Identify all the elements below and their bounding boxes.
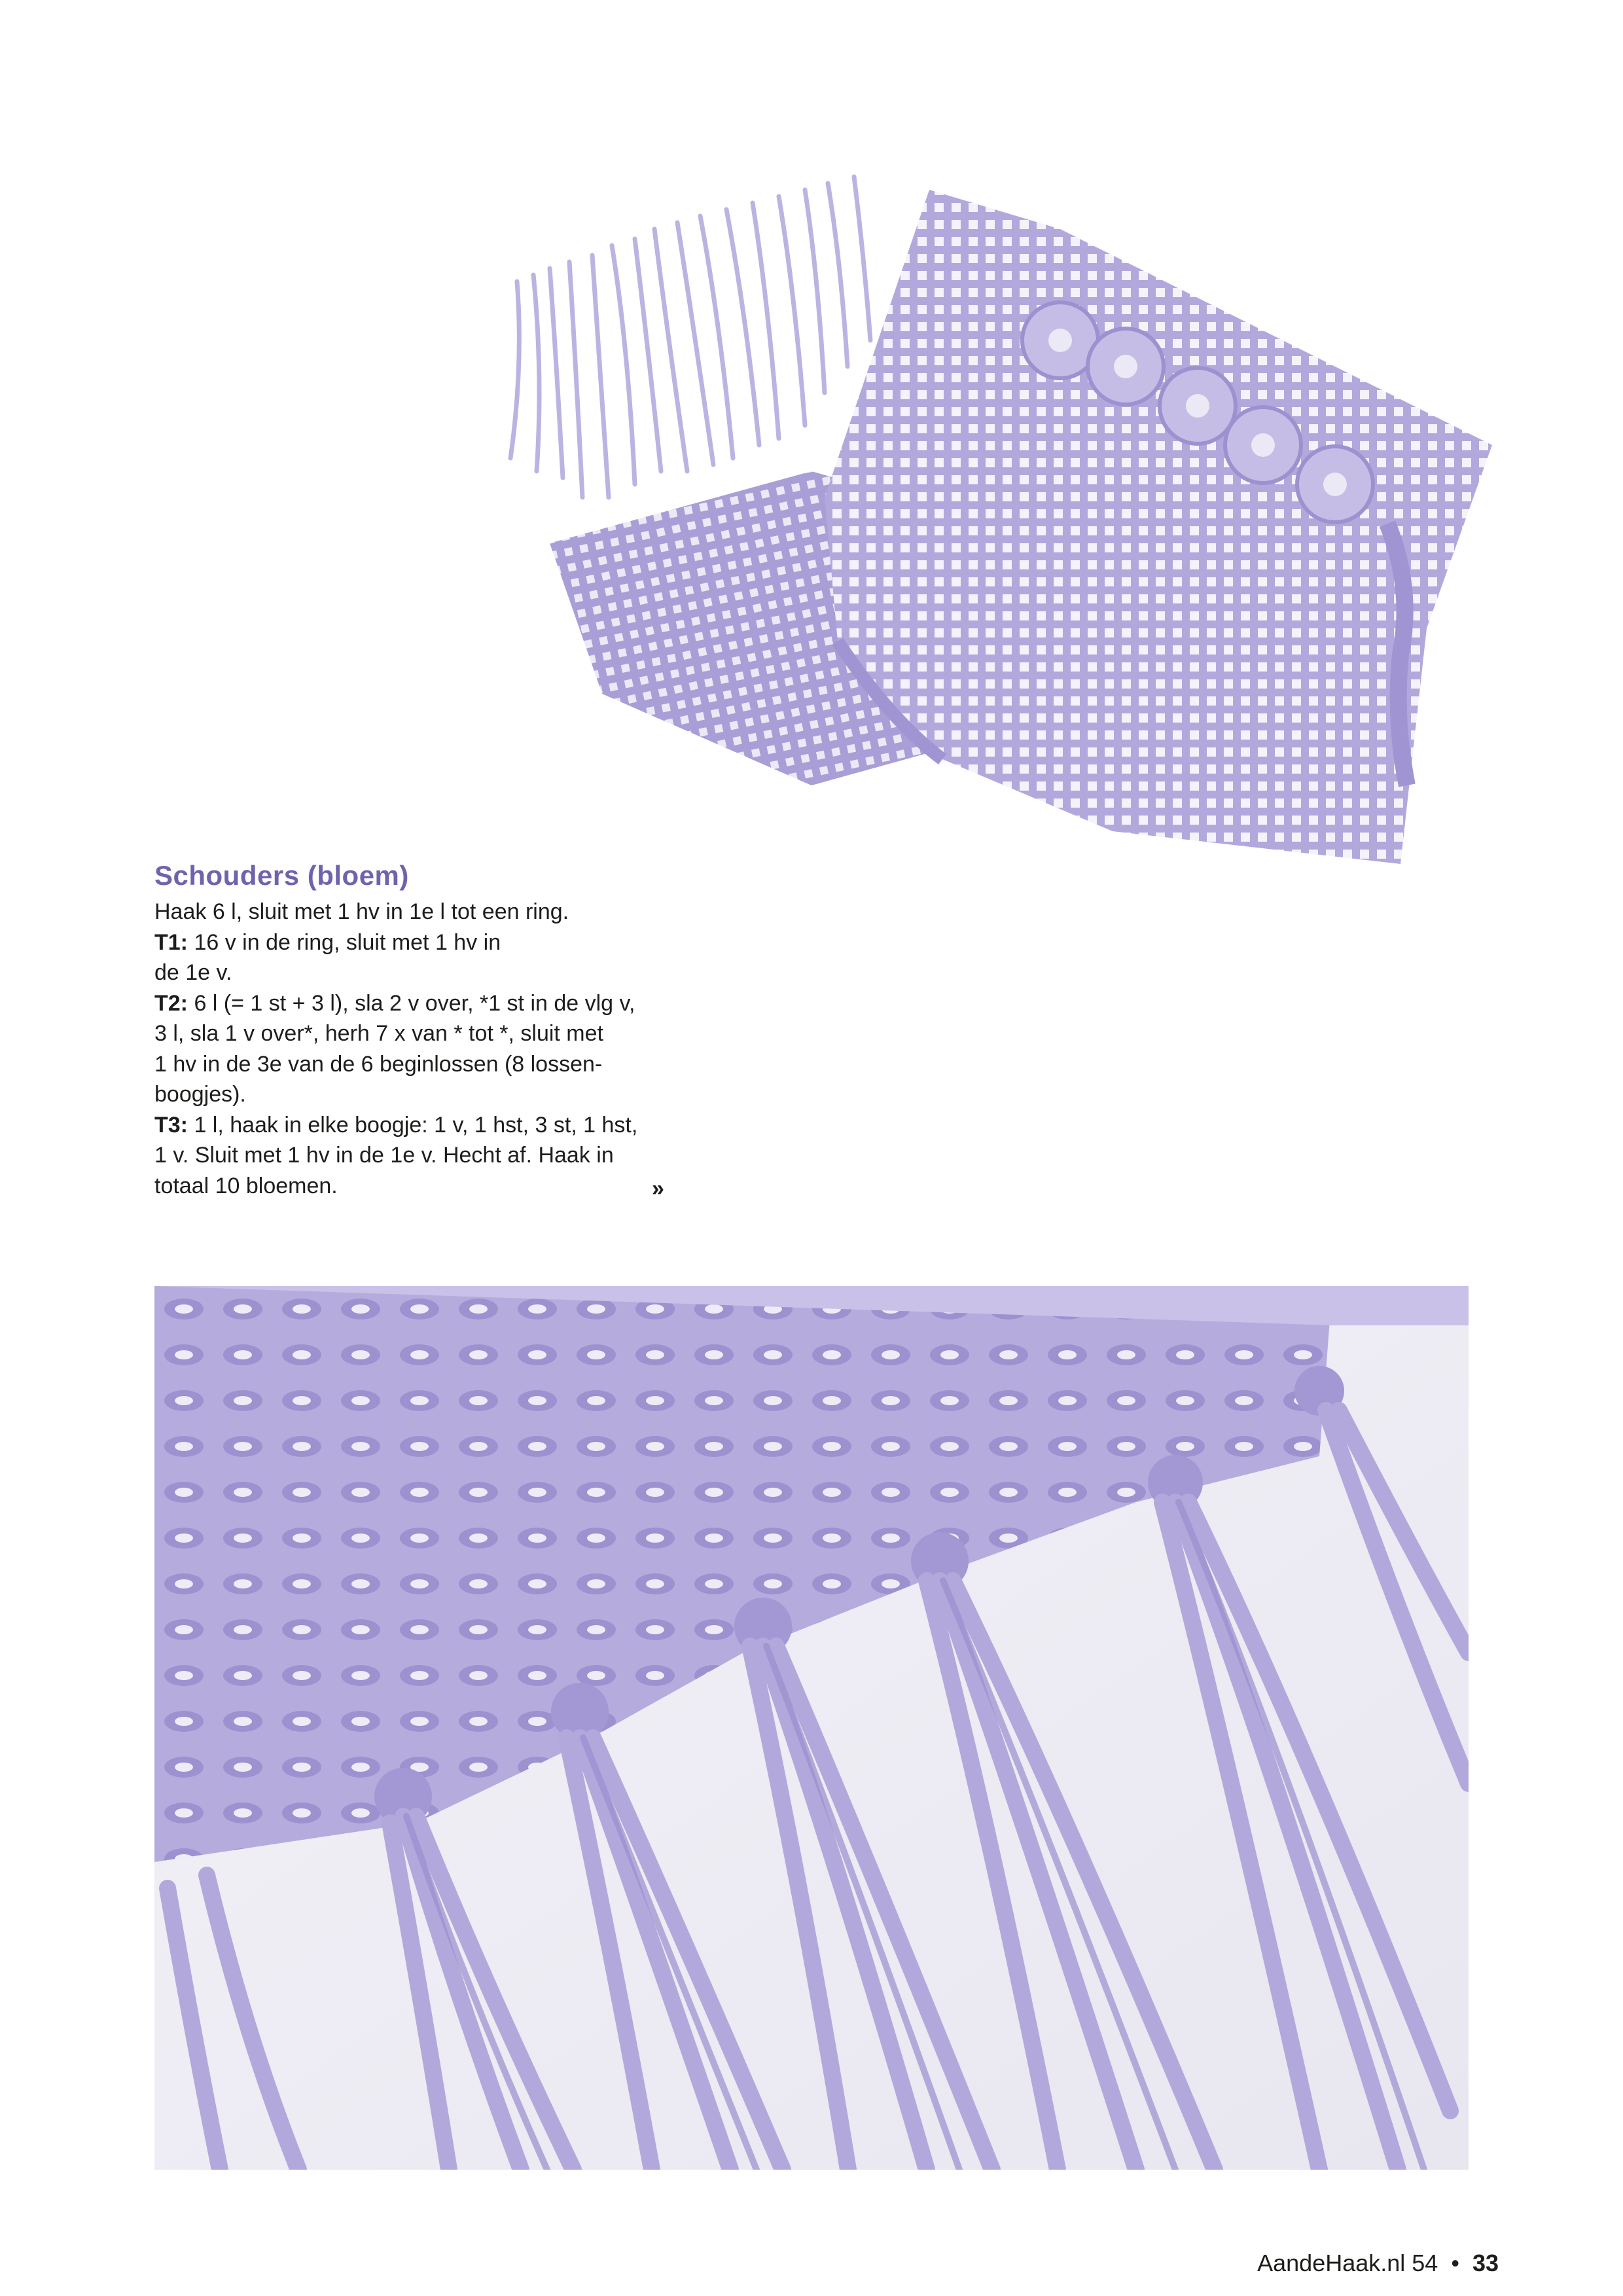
section-heading: Schouders (bloem) xyxy=(154,860,409,891)
instruction-line-4: T2: 6 l (= 1 st + 3 l), sla 2 v over, *1 st in de vlg v, xyxy=(154,990,635,1016)
instructions-block xyxy=(154,859,678,1201)
instruction-line-3: de 1e v. xyxy=(154,960,232,985)
instruction-line-10: totaal 10 bloemen. xyxy=(154,1173,338,1198)
instruction-line-5: 3 l, sla 1 v over*, herh 7 x van * tot *, sluit met xyxy=(154,1021,603,1046)
instruction-line-1: Haak 6 l, sluit met 1 hv in 1e l tot een ring. xyxy=(154,899,569,924)
instruction-line-2: T1: 16 v in de ring, sluit met 1 hv in xyxy=(154,929,501,955)
page-number: 33 xyxy=(1472,2250,1499,2276)
instruction-line-7: boogjes). xyxy=(154,1082,246,1107)
photo-folded-shawl xyxy=(471,131,1505,884)
instruction-line-8: T3: 1 l, haak in elke boogje: 1 v, 1 hst, 3 st, 1 hst, xyxy=(154,1112,638,1138)
photo-fringe-closeup xyxy=(154,1286,1469,2170)
separator-dot: • xyxy=(1451,2250,1459,2276)
instruction-line-9: 1 v. Sluit met 1 hv in de 1e v. Hecht af. Haak in xyxy=(154,1143,614,1168)
continue-arrow-icon: » xyxy=(652,1176,664,1201)
site-name: AandeHaak.nl 54 xyxy=(1257,2250,1438,2276)
page-footer xyxy=(1257,2249,1499,2278)
instruction-line-6: 1 hv in de 3e van de 6 beginlossen (8 lossen- xyxy=(154,1051,603,1077)
